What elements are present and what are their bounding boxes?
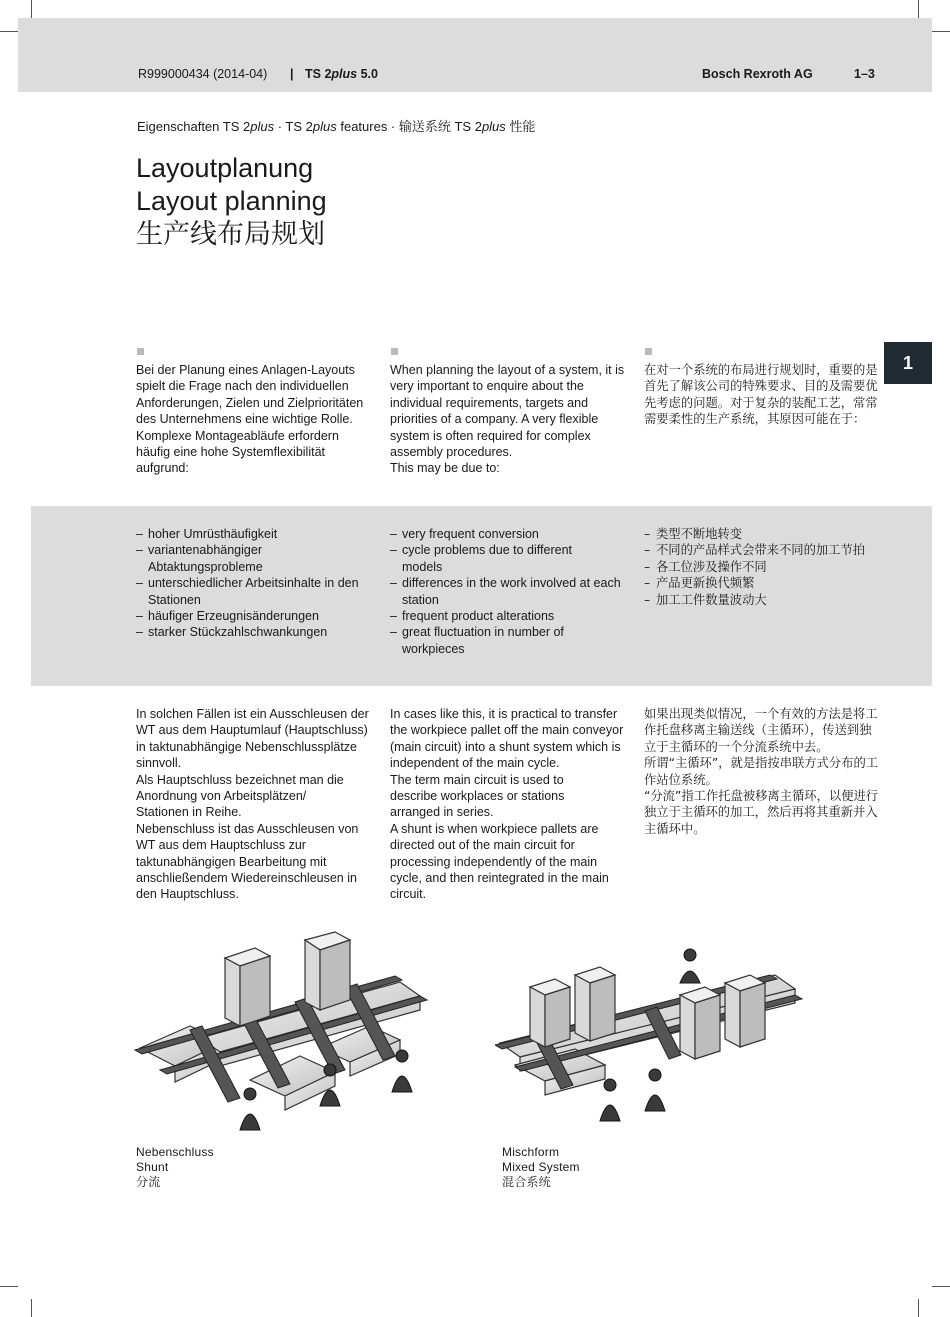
explanation-en [390, 706, 626, 903]
caption-line: Shunt [136, 1160, 169, 1174]
explanation-en-text: A shunt is when workpiece pallets are directed out of the main circuit for processing independently of the main cycle, and then reintegrated in the main circuit. [390, 821, 609, 902]
crop-mark [918, 1299, 919, 1317]
reasons-en [390, 526, 626, 657]
title-zh: 生产线布局规划 [136, 219, 325, 250]
subtitle-part: Eigenschaften TS 2 [137, 119, 251, 134]
subtitle-part: features · 输送系统 TS 2 [336, 119, 482, 134]
list-item: – 类型不断地转变 [644, 526, 880, 542]
caption-line: 混合系统 [502, 1175, 551, 1189]
list-item: – 产品更新换代频繁 [644, 575, 880, 591]
list-item: – starker Stückzahlschwankungen [136, 624, 372, 640]
intro-zh [644, 362, 880, 428]
bullet-marker [137, 348, 144, 355]
header-separator: | [290, 67, 294, 81]
mixed-system-illustration [495, 935, 815, 1135]
caption-line: Nebenschluss [136, 1145, 214, 1159]
list-item: – häufiger Erzeugnisänderungen [136, 608, 372, 624]
explanation-zh-text: 如果出现类似情况，一个有效的方法是将工作托盘移离主输送线（主循环），传送到独立于主循环的一个分流系统中去。 [644, 707, 878, 754]
page-number: 1–3 [854, 67, 875, 81]
list-item: – great fluctuation in number of workpieces [390, 624, 607, 657]
title-en: Layout planning [136, 186, 327, 216]
list-item: – very frequent conversion [390, 526, 626, 542]
list-item: – 不同的产品样式会带来不同的加工节拍 [644, 542, 870, 558]
shunt-illustration [130, 930, 430, 1140]
subtitle-italic: plus [312, 119, 337, 134]
list-item: – variantenabhängiger Abtaktungsprobleme [136, 542, 288, 575]
subtitle-italic: plus [481, 119, 506, 134]
intro-zh-text: 在对一个系统的布局进行规划时，重要的是首先了解该公司的特殊要求、目的及需要优先考虑的问题。对于复杂的装配工艺，常常需要柔性的生产系统，其原因可能在于： [644, 363, 878, 427]
intro-en [390, 362, 626, 477]
intro-de [136, 362, 372, 477]
product-name [305, 67, 378, 81]
intro-en-text: When planning the layout of a system, it is very important to enquire about the individual requirements, targets and priorities of a company. A very flexible system is often required for complex assembly procedures. [390, 363, 625, 460]
doc-code: R999000434 (2014-04) [138, 67, 268, 81]
explanation-en-text: In cases like this, it is practical to transfer the workpiece pallet off the main conveyor (main circuit) into a shunt system which is independent of the main cycle. [390, 707, 624, 771]
brand-name: Bosch Rexroth AG [702, 67, 813, 81]
explanation-zh-text: “分流”指工作托盘被移离主循环，以便进行独立于主循环的加工，然后再将其重新并入主循环中。 [644, 789, 879, 836]
bullet-marker [645, 348, 652, 355]
crop-mark [932, 31, 950, 32]
subtitle-italic: plus [250, 119, 275, 134]
list-item: – frequent product alterations [390, 608, 626, 624]
list-item: – cycle problems due to different models [390, 542, 612, 575]
list-item: – unterschiedlicher Arbeitsinhalte in den Stationen [136, 575, 374, 608]
caption-line: 分流 [136, 1175, 161, 1189]
page-title [136, 152, 327, 251]
product-suffix: 5.0 [357, 67, 378, 81]
figure-caption-mixed [502, 1145, 580, 1190]
product-italic: plus [331, 67, 358, 81]
title-de: Layoutplanung [136, 153, 314, 183]
crop-mark [932, 1286, 950, 1287]
explanation-de-text: Als Hauptschluss bezeichnet man die Anordnung von Arbeitsplätzen/ Stationen in Reihe. [136, 772, 344, 820]
product-prefix: TS 2 [305, 67, 332, 81]
intro-en-text: This may be due to: [390, 461, 500, 476]
list-item: – 各工位涉及操作不同 [644, 559, 880, 575]
explanation-de-text: Nebenschluss ist das Ausschleusen von WT aus dem Hauptschluss zur taktunabhängigen Bearbeitung mit anschließendem Wiedereinschleusen in den Hauptschluss. [136, 821, 359, 902]
crop-mark [0, 1286, 18, 1287]
chapter-tab: 1 [884, 342, 932, 384]
explanation-zh [644, 706, 880, 837]
explanation-de [136, 706, 372, 903]
reasons-de [136, 526, 372, 641]
crop-mark [31, 1299, 32, 1317]
subtitle-part: · TS 2 [274, 119, 313, 134]
caption-line: Mixed System [502, 1160, 580, 1174]
subtitle-part: 性能 [505, 119, 536, 134]
explanation-zh-text: 所谓“主循环”，就是指按串联方式分布的工作站位系统。 [644, 756, 879, 787]
bullet-marker [391, 348, 398, 355]
crop-mark [0, 31, 18, 32]
reasons-zh [644, 526, 880, 608]
section-subtitle [137, 116, 535, 135]
intro-de-text: Bei der Planung eines Anlagen-Layouts spielt die Frage nach den individuellen Anforderungen, Zielen und Zielprioritäten des Unternehmens eine wichtige Rolle. Komplexe Montageabläufe erfordern häufig eine hohe Systemflexibilität aufgrund: [136, 363, 364, 476]
crop-mark [918, 0, 919, 18]
list-item: – differences in the work involved at each station [390, 575, 624, 608]
list-item: – hoher Umrüsthäufigkeit [136, 526, 372, 542]
list-item: – 加工工件数量波动大 [644, 592, 880, 608]
figure-caption-shunt [136, 1145, 214, 1190]
explanation-en-text: The term main circuit is used to describe workplaces or stations arranged in series. [390, 772, 565, 820]
caption-line: Mischform [502, 1145, 560, 1159]
crop-mark [31, 0, 32, 18]
explanation-de-text: In solchen Fällen ist ein Ausschleusen der WT aus dem Hauptumlauf (Hauptschluss) in taktunabhängige Nebenschlussplätze sinnvoll. [136, 707, 369, 771]
